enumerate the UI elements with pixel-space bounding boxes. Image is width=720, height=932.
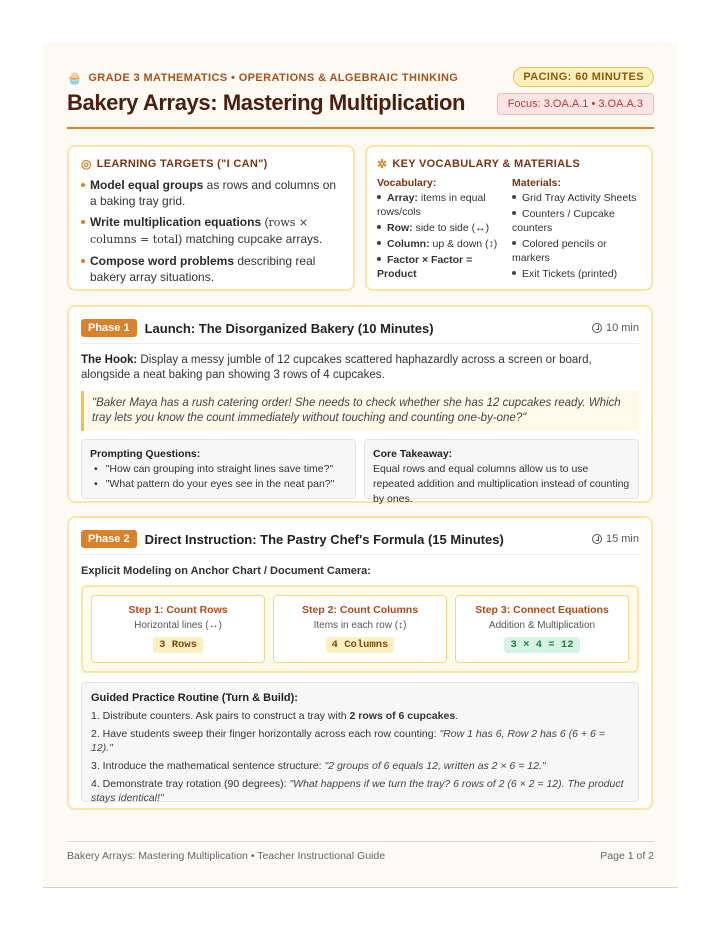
- phase-1-boxes: [81, 439, 639, 505]
- target-bold: Write multiplication equations: [90, 215, 262, 229]
- target-bold: Model equal groups: [90, 178, 204, 192]
- practice-bold: 2 rows of 6 cupcakes: [349, 710, 456, 722]
- phase-time: [592, 322, 639, 334]
- phase-title: Direct Instruction: The Pastry Chef's Formula (15 Minutes): [144, 531, 504, 547]
- hook-text: Display a messy jumble of 12 cupcakes scattered haphazardly across a screen or board, alongside a neat baking pan showing 3 rows of 4 cupcakes.: [81, 354, 592, 381]
- list-item: [512, 207, 641, 235]
- phase-title: Launch: The Disorganized Bakery (10 Minutes): [144, 320, 434, 336]
- term: Array:: [387, 192, 418, 204]
- learning-targets-heading: [81, 157, 341, 171]
- target-text: as rows and columns on a baking tray grid.: [90, 178, 337, 208]
- list-item: [512, 267, 641, 281]
- step-subtitle: Addition & Multiplication: [488, 620, 596, 631]
- target-text: (: [261, 215, 269, 229]
- phase-duration: 10 min: [605, 322, 639, 334]
- steps-panel: [81, 585, 639, 673]
- step-title: Step 3: Connect Equations: [475, 604, 609, 616]
- material: Exit Tickets (printed): [522, 268, 618, 280]
- learning-targets-card: [67, 145, 355, 291]
- prompting-questions-box: [81, 439, 356, 499]
- takeaway-text: Equal rows and equal columns allow us to use repeated addition and multiplication instead of counting by ones.: [373, 463, 630, 505]
- practice-step: [91, 777, 629, 805]
- practice-text: 4. Demonstrate tray rotation (90 degrees):: [91, 778, 290, 790]
- target-text: ) matching cupcake arrays.: [178, 232, 323, 246]
- pacing-badge: PACING: 60 MINUTES: [513, 67, 654, 87]
- step-title: Step 1: Count Rows: [128, 604, 228, 616]
- step-chip: 3 × 4 = 12: [504, 637, 579, 653]
- step-title: Step 2: Count Columns: [301, 604, 419, 616]
- practice-quote: "What happens if we turn the tray? 6 rows of 2 (6 × 2 = 12). The product stays identical!": [91, 778, 624, 804]
- step-chip: 4 Columns: [326, 637, 395, 653]
- list-item: [81, 214, 341, 248]
- page-header: [67, 67, 654, 129]
- phase-1-card: [67, 305, 653, 503]
- hook-paragraph: [81, 353, 639, 383]
- practice-text: .: [455, 710, 459, 722]
- guided-practice-box: [81, 682, 639, 802]
- list-item: [512, 237, 641, 265]
- target-bold: Compose word problems: [90, 254, 235, 268]
- term: Column:: [387, 238, 430, 250]
- phase-badge: Phase 2: [81, 530, 137, 548]
- step-subtitle: Items in each row (↕): [313, 620, 407, 631]
- clock-icon: [592, 534, 602, 544]
- phase-badge: Phase 1: [81, 319, 137, 337]
- list-item: [377, 253, 506, 281]
- phase-time: [592, 533, 639, 545]
- practice-quote: "Row 1 has 6, Row 2 has 6 (6 + 6 = 12).": [91, 728, 605, 754]
- list-item: [377, 237, 506, 251]
- page-number: Page 1 of 2: [600, 850, 654, 862]
- practice-step: [91, 727, 629, 755]
- page-footer: [67, 841, 654, 862]
- document-page: [43, 43, 678, 888]
- modeling-subheading: Explicit Modeling on Anchor Chart / Document Camera:: [81, 565, 371, 577]
- phase-header: [81, 319, 639, 344]
- cake-icon: 🧁: [67, 71, 83, 85]
- list-item: [81, 177, 341, 209]
- step-subtitle: Horizontal lines (↔): [134, 620, 222, 631]
- learning-targets-title: LEARNING TARGETS ("I CAN"): [96, 158, 268, 170]
- scenario-quote: "Baker Maya has a rush catering order! She needs to check whether she has 12 cupcakes ready. Which tray lets you know the count immediately without touching and counting one-by-one?": [81, 391, 639, 431]
- materials-column: [512, 177, 641, 283]
- phase-2-card: [67, 516, 653, 810]
- practice-step: [91, 759, 629, 773]
- term: Row:: [387, 222, 413, 234]
- phase-duration: 15 min: [605, 533, 639, 545]
- phase-header: [81, 530, 639, 555]
- eyebrow-text: GRADE 3 MATHEMATICS • OPERATIONS & ALGEBRAIC THINKING: [88, 72, 459, 84]
- footer-title: Bakery Arrays: Mastering Multiplication • Teacher Instructional Guide: [67, 850, 386, 862]
- vocabulary-heading: [377, 157, 641, 171]
- term: Factor × Factor = Product: [377, 254, 473, 280]
- vocabulary-subheading: Vocabulary:: [377, 177, 437, 189]
- definition: items in equal rows/cols: [377, 192, 486, 218]
- list-item: • "How can grouping into straight lines save time?": [94, 462, 347, 477]
- practice-quote: "2 groups of 6 equals 12, written as 2 × 6 = 12.": [324, 760, 546, 772]
- practice-heading: Guided Practice Routine (Turn & Build):: [91, 692, 298, 704]
- page-title: Bakery Arrays: Mastering Multiplication: [67, 90, 466, 115]
- step-card: [273, 595, 447, 663]
- takeaway-heading: Core Takeaway:: [373, 448, 453, 460]
- materials-subheading: Materials:: [512, 177, 562, 189]
- step-card: [91, 595, 265, 663]
- material: Colored pencils or markers: [512, 238, 607, 264]
- list-item: [512, 191, 641, 205]
- list-item: [81, 253, 341, 285]
- definition: side to side (↔): [412, 222, 490, 234]
- target-icon: ◎: [81, 157, 92, 171]
- list-item: • "What pattern do your eyes see in the neat pan?": [94, 477, 347, 492]
- definition: up & down (↕): [429, 238, 498, 250]
- target-text: describing real bakery array situations.: [90, 254, 316, 284]
- vocabulary-card: [365, 145, 653, 291]
- focus-badge: Focus: 3.OA.A.1 • 3.OA.A.3: [497, 93, 654, 115]
- prompting-heading: Prompting Questions:: [90, 448, 201, 460]
- hook-label: The Hook:: [81, 354, 138, 366]
- equation-text: rows × columns = total: [90, 216, 309, 246]
- vocabulary-columns: [377, 177, 641, 283]
- material: Grid Tray Activity Sheets: [522, 192, 637, 204]
- practice-text: 3. Introduce the mathematical sentence structure:: [91, 760, 325, 772]
- clock-icon: [592, 323, 602, 333]
- core-takeaway-box: [364, 439, 639, 505]
- learning-targets-list: [81, 177, 341, 285]
- vocabulary-column: [377, 177, 506, 283]
- practice-text: 1. Distribute counters. Ask pairs to construct a tray with: [91, 710, 350, 722]
- eyebrow: [67, 71, 458, 85]
- vocabulary-title: KEY VOCABULARY & MATERIALS: [392, 158, 581, 170]
- practice-text: 2. Have students sweep their finger horizontally across each row counting:: [91, 728, 440, 740]
- practice-step: [91, 709, 629, 723]
- sparkle-icon: ✲: [377, 157, 388, 171]
- material: Counters / Cupcake counters: [512, 208, 615, 234]
- step-card: [455, 595, 629, 663]
- step-chip: 3 Rows: [153, 637, 203, 653]
- list-item: [377, 221, 506, 235]
- list-item: [377, 191, 506, 219]
